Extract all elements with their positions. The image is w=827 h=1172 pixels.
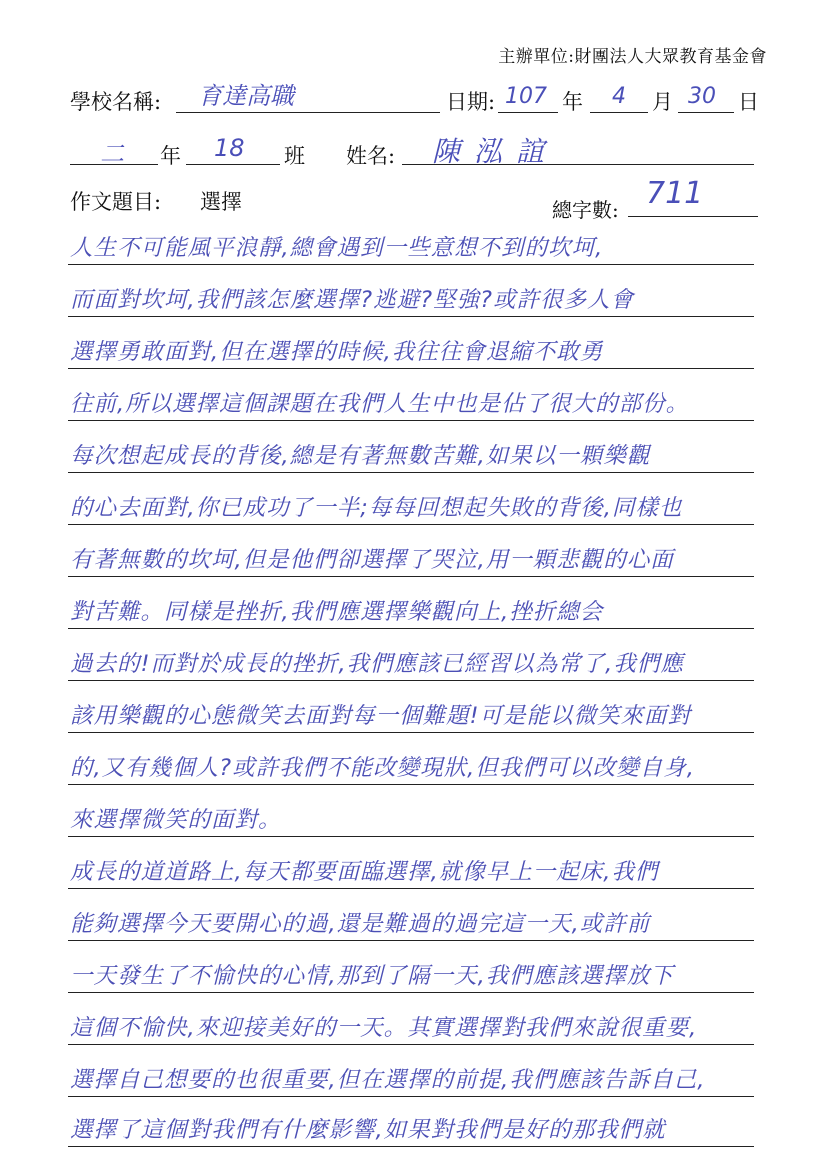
topic-value: 選擇 bbox=[200, 190, 242, 214]
ruled-line bbox=[68, 992, 754, 993]
essay-line: 成長的道道路上,每天都要面臨選擇,就像早上一起床,我們 bbox=[70, 859, 659, 885]
essay-line: 有著無數的坎坷,但是他們卻選擇了哭泣,用一顆悲觀的心面 bbox=[70, 547, 674, 573]
name-label: 姓名: bbox=[346, 144, 396, 168]
grade-label: 年 bbox=[160, 144, 181, 168]
date-year-value: 107 bbox=[505, 84, 547, 109]
month-field-line bbox=[590, 112, 648, 113]
ruled-line bbox=[68, 680, 754, 681]
date-label: 日期: bbox=[446, 90, 496, 114]
organizer-text: 主辦單位:財團法人大眾教育基金會 bbox=[498, 47, 767, 67]
ruled-line bbox=[68, 368, 754, 369]
essay-line: 來選擇微笑的面對。 bbox=[70, 807, 282, 833]
class-field-line bbox=[186, 164, 280, 165]
ruled-line bbox=[68, 1146, 754, 1147]
ruled-line bbox=[68, 420, 754, 421]
essay-line: 選擇了這個對我們有什麼影響,如果對我們是好的那我們就 bbox=[70, 1117, 666, 1143]
day-field-line bbox=[678, 112, 734, 113]
ruled-line bbox=[68, 472, 754, 473]
essay-line: 選擇勇敢面對,但在選擇的時候,我往往會退縮不敢勇 bbox=[70, 339, 604, 365]
ruled-line bbox=[68, 576, 754, 577]
ruled-line bbox=[68, 940, 754, 941]
name-value: 陳泓誼 bbox=[432, 135, 559, 168]
day-label: 日 bbox=[738, 90, 759, 114]
class-label: 班 bbox=[284, 144, 305, 168]
ruled-line bbox=[68, 732, 754, 733]
wordcount-value: 711 bbox=[646, 176, 704, 211]
essay-line: 而面對坎坷,我們該怎麼選擇?逃避?堅強?或許很多人會 bbox=[70, 287, 634, 313]
school-label: 學校名稱: bbox=[70, 90, 162, 114]
essay-line: 每次想起成長的背後,總是有著無數苦難,如果以一顆樂觀 bbox=[70, 443, 651, 469]
ruled-line bbox=[68, 888, 754, 889]
essay-line: 一天發生了不愉快的心情,那到了隔一天,我們應該選擇放下 bbox=[70, 963, 674, 989]
essay-line: 的,又有幾個人?或許我們不能改變現狀,但我們可以改變自身, bbox=[70, 755, 695, 781]
essay-line: 對苦難。同樣是挫折,我們應選擇樂觀向上,挫折總会 bbox=[70, 599, 604, 625]
essay-line: 選擇自己想要的也很重要,但在選擇的前提,我們應該告訴自己, bbox=[70, 1067, 706, 1093]
class-value: 18 bbox=[214, 134, 245, 162]
essay-line: 這個不愉快,來迎接美好的一天。其實選擇對我們來說很重要, bbox=[70, 1015, 698, 1041]
wordcount-label: 總字數: bbox=[552, 198, 619, 222]
school-value: 育達高職 bbox=[198, 82, 294, 110]
essay-line: 人生不可能風平浪靜,總會遇到一些意想不到的坎坷, bbox=[70, 235, 604, 261]
ruled-line bbox=[68, 1096, 754, 1097]
ruled-line bbox=[68, 836, 754, 837]
grade-value: 二 bbox=[100, 140, 124, 168]
ruled-line bbox=[68, 784, 754, 785]
essay-line: 的心去面對,你已成功了一半;每每回想起失敗的背後,同樣也 bbox=[70, 495, 683, 521]
ruled-line bbox=[68, 524, 754, 525]
year-label: 年 bbox=[562, 90, 583, 114]
wordcount-field-line bbox=[628, 216, 758, 217]
ruled-line bbox=[68, 264, 754, 265]
essay-line: 能夠選擇今天要開心的過,還是難過的過完這一天,或許前 bbox=[70, 911, 651, 937]
essay-line: 過去的!而對於成長的挫折,我們應該已經習以為常了,我們應 bbox=[70, 651, 684, 677]
essay-line: 往前,所以選擇這個課題在我們人生中也是佔了很大的部份。 bbox=[70, 391, 690, 417]
topic-label: 作文題目: bbox=[70, 190, 162, 214]
essay-line: 該用樂觀的心態微笑去面對每一個難題!可是能以微笑來面對 bbox=[70, 703, 692, 729]
ruled-line bbox=[68, 316, 754, 317]
school-field-line bbox=[176, 112, 440, 113]
date-month-value: 4 bbox=[612, 84, 626, 109]
ruled-line bbox=[68, 628, 754, 629]
ruled-line bbox=[68, 1044, 754, 1045]
year-field-line bbox=[498, 112, 558, 113]
month-label: 月 bbox=[652, 90, 673, 114]
date-day-value: 30 bbox=[688, 84, 716, 109]
